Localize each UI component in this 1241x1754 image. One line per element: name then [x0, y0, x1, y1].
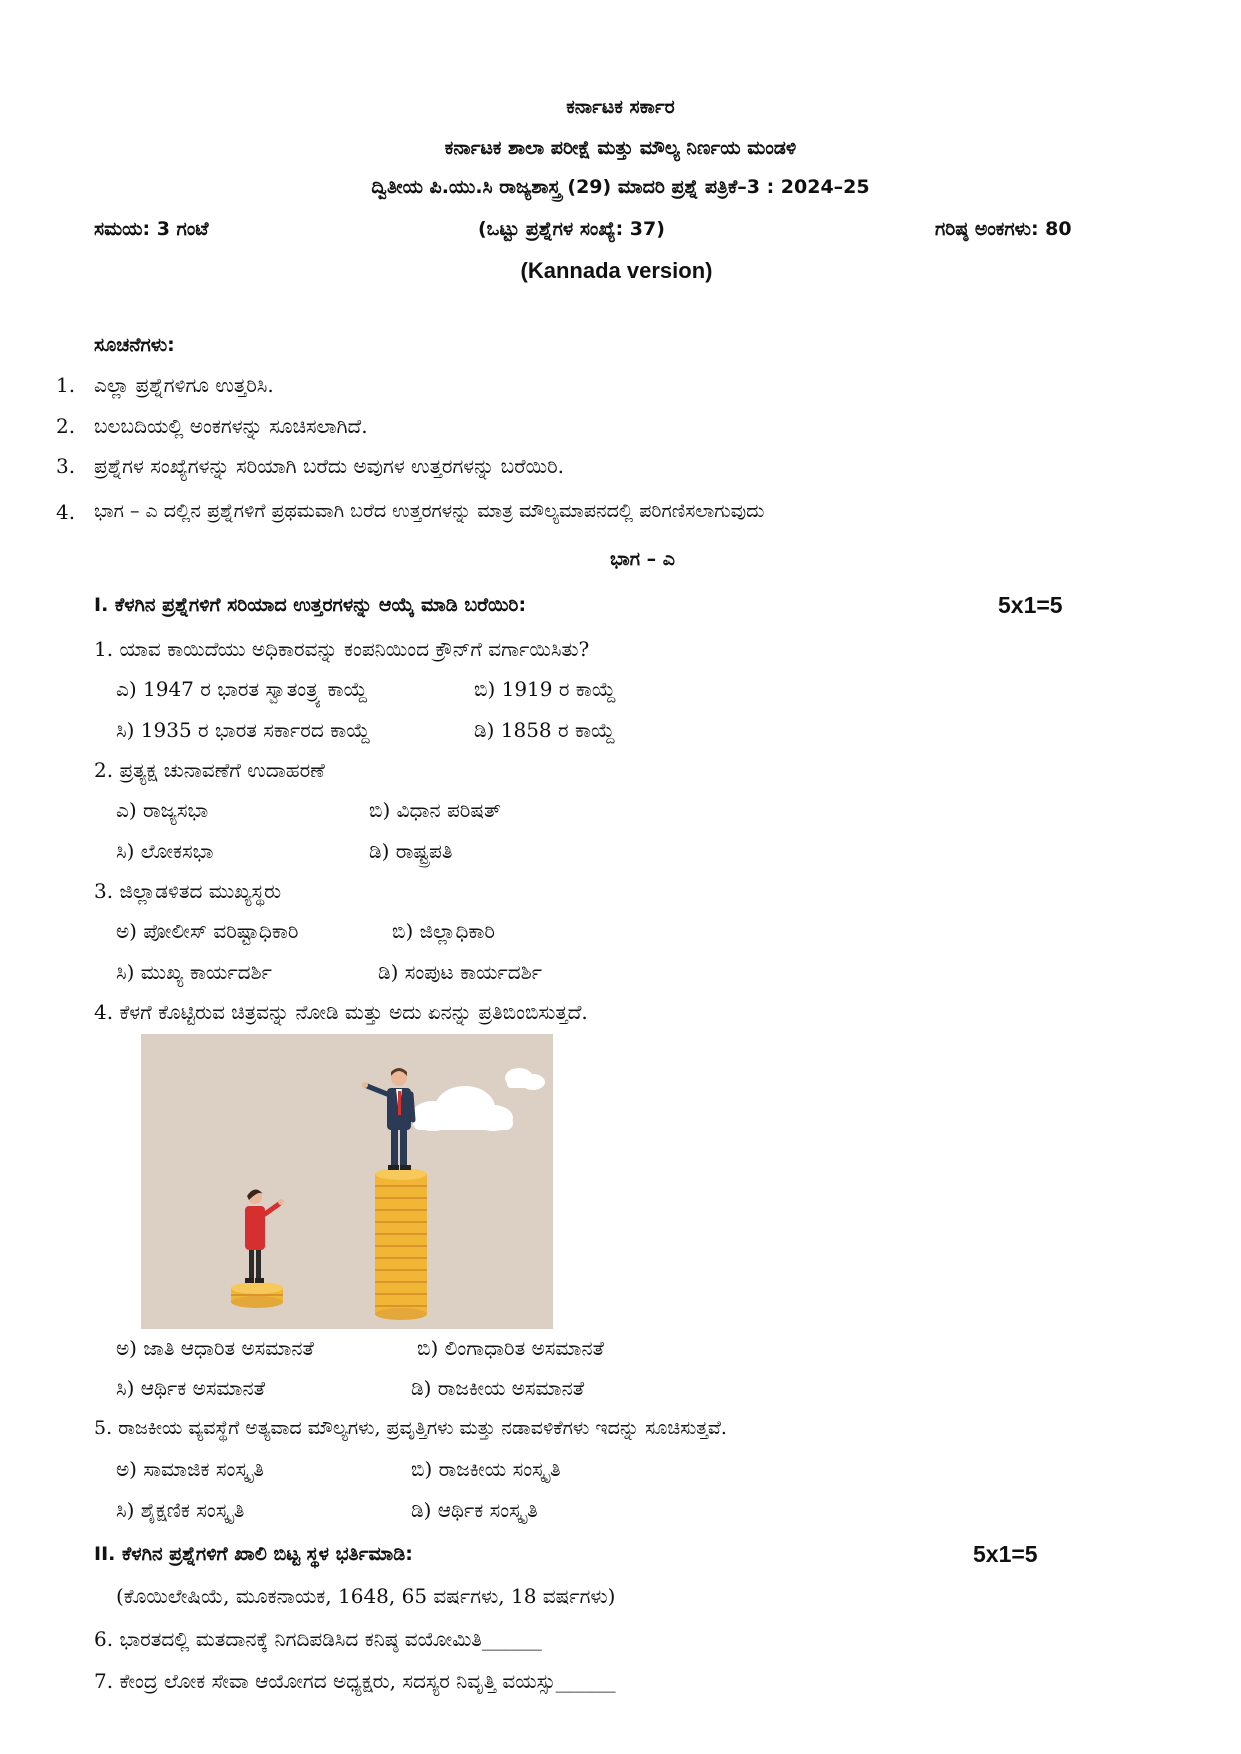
max-marks: [935, 216, 1072, 240]
instruction-num: 3.: [56, 454, 76, 478]
total-questions-text: (ಒಟ್ಟು ಪ್ರಶ್ನೆಗಳ ಸಂಖ್ಯೆ: 37): [478, 218, 665, 240]
woman-figure-icon: [245, 1189, 284, 1283]
max-marks-text: ಗರಿಷ್ಠ ಅಂಕಗಳು: 80: [935, 218, 1072, 240]
question-2: 2. ಪ್ರತ್ಯಕ್ಷ ಚುನಾವಣೆಗೆ ಉದಾಹರಣೆ: [94, 758, 325, 782]
q5-option-b: ಬಿ) ರಾಜಕೀಯ ಸಂಸ್ಕೃತಿ: [411, 1457, 561, 1481]
question-1: 1. ಯಾವ ಕಾಯಿದೆಯು ಅಧಿಕಾರವನ್ನು ಕಂಪನಿಯಿಂದ ಕ್ರೌನ್‌ಗೆ ವರ್ಗಾಯಿಸಿತು?: [94, 637, 590, 661]
total-questions: [478, 216, 665, 240]
q2-option-d: ಡಿ) ರಾಷ್ಟ್ರಪತಿ: [369, 839, 453, 863]
question-5: 5. ರಾಜಕೀಯ ವ್ಯವಸ್ಥೆಗೆ ಅತ್ಯವಾದ ಮೌಲ್ಯಗಳು, ಪ್ರವೃತ್ತಿಗಳು ಮತ್ತು ನಡಾವಳಿಕೆಗಳು ಇದನ್ನು ಸೂಚಿಸುತ್ತವೆ.: [94, 1417, 727, 1439]
tall-coin-stack-icon: [375, 1168, 427, 1320]
q5-option-a: ಅ) ಸಾಮಾಜಿಕ ಸಂಸ್ಕೃತಿ: [116, 1457, 264, 1481]
man-figure-icon: [362, 1068, 413, 1170]
instruction-text: ಪ್ರಶ್ನೆಗಳ ಸಂಖ್ಯೆಗಳನ್ನು ಸರಿಯಾಗಿ ಬರೆದು ಅವುಗಳ ಉತ್ತರಗಳನ್ನು ಬರೆಯಿರಿ.: [94, 454, 564, 478]
instruction-num: 4.: [56, 500, 76, 524]
time-allowed: [94, 216, 208, 240]
instruction-num: 2.: [56, 414, 76, 438]
section-2-marks: 5x1=5: [973, 1541, 1038, 1567]
version-label: (Kannada version): [520, 258, 713, 283]
instruction-num: 1.: [56, 373, 76, 397]
board-heading: ಕರ್ನಾಟಕ ಶಾಲಾ ಪರೀಕ್ಷೆ ಮತ್ತು ಮೌಲ್ಯ ನಿರ್ಣಯ ಮಂಡಳಿ: [444, 137, 797, 159]
q1-option-b: ಬಿ) 1919 ರ ಕಾಯ್ದೆ: [474, 677, 616, 701]
q1-option-a: ಎ) 1947 ರ ಭಾರತ ಸ್ವಾತಂತ್ರ್ಯ ಕಾಯ್ದೆ: [116, 677, 368, 701]
question-6: 6. ಭಾರತದಲ್ಲಿ ಮತದಾನಕ್ಕೆ ನಿಗದಿಪಡಿಸಿದ ಕನಿಷ್ಠ ವಯೋಮಿತಿ______: [94, 1627, 542, 1651]
question-7: 7. ಕೇಂದ್ರ ಲೋಕ ಸೇವಾ ಆಯೋಗದ ಅಧ್ಯಕ್ಷರು, ಸದಸ್ಯರ ನಿವೃತ್ತಿ ವಯಸ್ಸು______: [94, 1669, 616, 1693]
cloud-icon: [411, 1068, 545, 1131]
inequality-illustration-svg: [141, 1034, 553, 1329]
q2-option-c: ಸಿ) ಲೋಕಸಭಾ: [116, 839, 214, 863]
question-4: 4. ಕೆಳಗೆ ಕೊಟ್ಟಿರುವ ಚಿತ್ರವನ್ನು ನೋಡಿ ಮತ್ತು ಅದು ಏನನ್ನು ಪ್ರತಿಬಿಂಬಿಸುತ್ತದೆ.: [94, 1000, 588, 1024]
paper-title: [0, 176, 1241, 198]
q4-option-c: ಸಿ) ಆರ್ಥಿಕ ಅಸಮಾನತೆ: [116, 1376, 266, 1400]
instruction-text: ಬಲಬದಿಯಲ್ಲಿ ಅಂಕಗಳನ್ನು ಸೂಚಿಸಲಾಗಿದೆ.: [94, 414, 368, 438]
q2-option-a: ಎ) ರಾಜ್ಯಸಭಾ: [116, 798, 209, 822]
part-a-title: ಭಾಗ – ಎ: [610, 548, 675, 570]
section-1-marks: 5x1=5: [998, 592, 1063, 618]
q3-option-c: ಸಿ) ಮುಖ್ಯ ಕಾರ್ಯದರ್ಶಿ: [116, 960, 272, 984]
section-1-title: I. ಕೆಳಗಿನ ಪ್ರಶ್ನೆಗಳಿಗೆ ಸರಿಯಾದ ಉತ್ತರಗಳನ್ನು ಆಯ್ಕೆ ಮಾಡಿ ಬರೆಯಿರಿ:: [94, 594, 527, 616]
instructions-title: ಸೂಚನೆಗಳು:: [94, 334, 175, 356]
q4-option-d: ಡಿ) ರಾಜಕೀಯ ಅಸಮಾನತೆ: [411, 1376, 585, 1400]
govt-heading: ಕರ್ನಾಟಕ ಸರ್ಕಾರ: [566, 96, 675, 118]
q5-option-d: ಡಿ) ಆರ್ಥಿಕ ಸಂಸ್ಕೃತಿ: [411, 1498, 538, 1522]
inequality-illustration: [141, 1034, 553, 1329]
instruction-text: ಎಲ್ಲಾ ಪ್ರಶ್ನೆಗಳಿಗೂ ಉತ್ತರಿಸಿ.: [94, 373, 274, 397]
q5-option-c: ಸಿ) ಶೈಕ್ಷಣಿಕ ಸಂಸ್ಕೃತಿ: [116, 1498, 245, 1522]
q3-option-a: ಅ) ಪೋಲೀಸ್ ವರಿಷ್ಟಾಧಿಕಾರಿ: [116, 919, 299, 943]
q1-option-c: ಸಿ) 1935 ರ ಭಾರತ ಸರ್ಕಾರದ ಕಾಯ್ದೆ: [116, 718, 371, 742]
section-2-title: II. ಕೆಳಗಿನ ಪ್ರಶ್ನೆಗಳಿಗೆ ಖಾಲಿ ಬಿಟ್ಟ ಸ್ಥಳ ಭರ್ತಿಮಾಡಿ:: [94, 1543, 413, 1565]
q1-option-d: ಡಿ) 1858 ರ ಕಾಯ್ದೆ: [474, 718, 616, 742]
q4-option-b: ಬಿ) ಲಿಂಗಾಧಾರಿತ ಅಸಮಾನತೆ: [417, 1336, 604, 1360]
q3-option-d: ಡಿ) ಸಂಪುಟ ಕಾರ್ಯದರ್ಶಿ: [378, 960, 543, 984]
word-bank: (ಕೊಯಿಲೇಷಿಯೆ, ಮೂಕನಾಯಕ, 1648, 65 ವರ್ಷಗಳು, 18 ವರ್ಷಗಳು): [116, 1584, 616, 1608]
q4-option-a: ಅ) ಜಾತಿ ಆಧಾರಿತ ಅಸಮಾನತೆ: [116, 1336, 314, 1360]
instruction-text: ಭಾಗ – ಎ ದಲ್ಲಿನ ಪ್ರಶ್ನೆಗಳಿಗೆ ಪ್ರಥಮವಾಗಿ ಬರೆದ ಉತ್ತರಗಳನ್ನು ಮಾತ್ರ ಮೌಲ್ಯಮಾಪನದಲ್ಲಿ ಪರಿಗಣಿಸಲಾಗುವುದು: [94, 500, 765, 522]
paper-title-text: ದ್ವಿತೀಯ ಪಿ.ಯು.ಸಿ ರಾಜ್ಯಶಾಸ್ತ್ರ (29) ಮಾದರಿ ಪ್ರಶ್ನೆ ಪತ್ರಿಕೆ–3 : 2024–25: [371, 176, 870, 198]
small-coin-stack-icon: [231, 1282, 283, 1308]
q2-option-b: ಬಿ) ವಿಧಾನ ಪರಿಷತ್: [369, 798, 502, 822]
time-label: ಸಮಯ: 3 ಗಂಟೆ: [94, 218, 209, 240]
q3-option-b: ಬಿ) ಜಿಲ್ಲಾಧಿಕಾರಿ: [392, 919, 495, 943]
question-3: 3. ಜಿಲ್ಲಾಡಳಿತದ ಮುಖ್ಯಸ್ಥರು: [94, 879, 282, 903]
